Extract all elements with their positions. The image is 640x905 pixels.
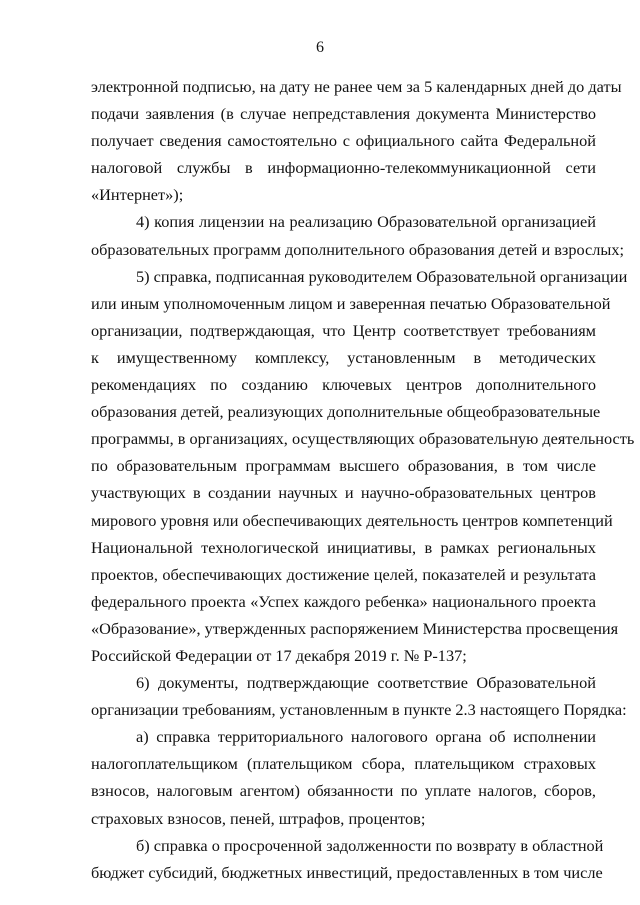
text-line: к имущественному комплексу, установленным в методических — [91, 347, 596, 367]
text-line: 5) справка, подписанная руководителем Образовательной организации — [136, 266, 628, 286]
text-line: налогоплательщиком (плательщиком сбора, плательщиком страховых — [91, 754, 596, 774]
text-line: по образовательным программам высшего образования, в том числе — [91, 456, 596, 476]
text-line: программы, в организациях, осуществляющих образовательную деятельность — [91, 429, 635, 449]
text-line: участвующих в создании научных и научно-образовательных центров — [91, 483, 596, 503]
text-line: взносов, налоговым агентом) обязанности по уплате налогов, сборов, — [91, 781, 596, 801]
text-line: Российской Федерации от 17 декабря 2019 г. № Р-137; — [91, 645, 467, 665]
text-line: организации требованиям, установленным в пункте 2.3 настоящего Порядка: — [91, 700, 627, 720]
text-line: рекомендациях по созданию ключевых центров дополнительного — [91, 375, 596, 395]
text-line: налоговой службы в информационно-телекоммуникационной сети — [91, 158, 596, 178]
text-line: страховых взносов, пеней, штрафов, процентов; — [91, 808, 426, 828]
text-line: подачи заявления (в случае непредставления документа Министерство — [91, 104, 596, 124]
text-line: мирового уровня или обеспечивающих деятельность центров компетенций — [91, 510, 613, 530]
document-body — [91, 73, 635, 886]
text-line: а) справка территориального налогового органа об исполнении — [136, 727, 596, 747]
text-line: Национальной технологической инициативы, в рамках региональных — [91, 537, 596, 557]
text-line: 6) документы, подтверждающие соответствие Образовательной — [136, 673, 596, 693]
text-line: образовательных программ дополнительного образования детей и взрослых; — [91, 239, 624, 259]
text-line: бюджет субсидий, бюджетных инвестиций, предоставленных в том числе — [91, 862, 603, 882]
text-line: б) справка о просроченной задолженности по возврату в областной — [136, 835, 604, 855]
text-line: «Интернет»); — [91, 185, 184, 205]
text-line: электронной подписью, на дату не ранее чем за 5 календарных дней до даты — [91, 77, 622, 96]
text-line: «Образование», утвержденных распоряжением Министерства просвещения — [91, 618, 619, 638]
text-line: образования детей, реализующих дополнительные общеобразовательные — [91, 402, 601, 422]
text-line: 4) копия лицензии на реализацию Образовательной организацией — [136, 212, 596, 232]
text-line: федерального проекта «Успех каждого ребенка» национального проекта — [91, 591, 596, 611]
text-line: или иным уполномоченным лицом и заверенная печатью Образовательной — [91, 293, 611, 313]
page-number: 6 — [316, 39, 324, 56]
text-line: проектов, обеспечивающих достижение целей, показателей и результата — [91, 564, 596, 584]
text-line: получает сведения самостоятельно с официального сайта Федеральной — [91, 131, 596, 151]
text-line: организации, подтверждающая, что Центр соответствует требованиям — [91, 320, 596, 340]
